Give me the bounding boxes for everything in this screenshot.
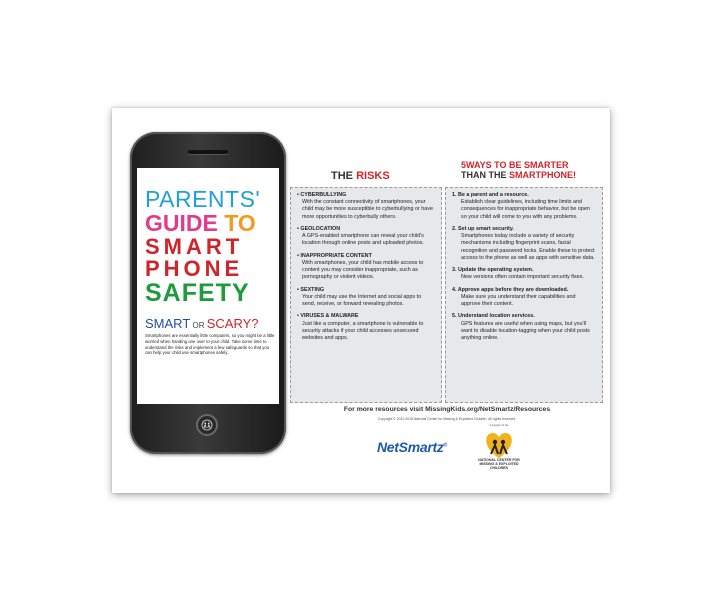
way-item: [452, 267, 596, 281]
risk-item: [297, 192, 435, 221]
netsmartz-trademark: ®: [443, 442, 447, 449]
title-phone: PHONE: [145, 256, 244, 281]
risk-body: A GPS-enabled smartphone can reveal your child's location through online posts and uploaded photos.: [302, 233, 424, 247]
way-body: New versions often contain important security fixes.: [461, 274, 584, 281]
ways-column: [445, 187, 603, 403]
title-word-guide: GUIDE: [145, 210, 218, 236]
subtitle-or: OR: [190, 321, 207, 330]
subtitle-scary: SCARY?: [206, 316, 259, 331]
way-item: [452, 192, 596, 221]
title-parents: [145, 188, 260, 211]
risk-body: Just like a computer, a smartphone is vulnerable to security attacks if your child accesses unsecured websites and apps.: [302, 320, 424, 341]
speaker-grille: [188, 150, 228, 154]
copyright-notice: Copyright © 2012-2018 National Center for Missing & Exploited Children. All rights reserved.: [377, 417, 517, 421]
risk-item: [297, 313, 435, 342]
title-word-parents: PARENTS': [145, 186, 261, 212]
risks-column: [290, 187, 442, 403]
title-word-to: TO: [217, 210, 256, 236]
netsmartz-logo: [377, 439, 447, 455]
way-body: Make sure you understand their capabilities and approve their content.: [461, 293, 576, 308]
risk-title: • CYBERBULLYING: [297, 192, 347, 198]
ncmec-emblem-icon: [474, 427, 524, 461]
way-item: [452, 287, 596, 309]
risk-item: [297, 287, 435, 309]
title-smart: SMART: [145, 234, 244, 259]
risk-body: Your child may use the Internet and social apps to send, receive, or forward revealing photos.: [302, 293, 422, 308]
way-item: [452, 313, 596, 342]
phone-screen: [137, 168, 279, 404]
ncmec-name-text: NATIONAL CENTER FOR MISSING & EXPLOITED CHILDREN: [478, 458, 520, 471]
intro-blurb: Smartphones are essentially little computers, so you might be a little worried when handing one over to your child. Take some time to understand the risks and implement a few safeguards so that you can help your child use smartphones safely.: [145, 333, 275, 356]
way-title: 4. Approve apps before they are downloaded.: [452, 286, 569, 293]
family-icon: [201, 419, 213, 431]
title-safety: SAFETY: [145, 279, 250, 307]
risk-title: • VIRUSES & MALWARE: [297, 313, 359, 320]
way-body: Establish clear guidelines, including time limits and consequences for inappropriate behavior, but be open so your child will come to you with any problems.: [461, 199, 590, 220]
risks-heading-the: THE: [331, 170, 357, 182]
risk-title: • SEXTING: [297, 286, 325, 293]
subtitle-smart-or-scary: [145, 316, 259, 331]
ways-heading-smartphone: SMARTPHONE!: [509, 169, 576, 180]
risk-body: With the constant connectivity of smartphones, your child may be more susceptible to cyberbullying or have more opportunities to cyberbully others.: [302, 199, 433, 220]
risk-body: With smartphones, your child has mobile access to content you may consider inappropriate, such as pornography or violent videos.: [302, 259, 424, 281]
netsmartz-logo-text: NetSmartz: [377, 439, 444, 455]
ways-heading: [461, 161, 576, 181]
home-button-icon: [196, 414, 218, 436]
way-title: 2. Set up smart security.: [452, 225, 514, 232]
risks-heading-risks: RISKS: [356, 170, 390, 182]
way-body: Smartphones today include a variety of security mechanisms including fingerprint scans, facial recognition and password locks. Enable these to protect access to the phone as well as apps with sensitive data.: [461, 233, 595, 261]
risk-item: [297, 253, 435, 282]
tip-sheet-card: [112, 108, 610, 493]
risk-title: • INAPPROPRIATE CONTENT: [297, 252, 372, 259]
risks-heading: [331, 170, 390, 182]
smartphone-illustration: [130, 132, 286, 454]
ncmec-program-text: A program of the: [489, 424, 509, 427]
risk-title: • GEOLOCATION: [297, 225, 341, 232]
risk-item: [297, 226, 435, 248]
ways-heading-than-the: THAN THE: [461, 169, 509, 180]
resources-link-text: For more resources visit MissingKids.org/NetSmartz/Resources: [343, 406, 551, 413]
way-title: 3. Update the operating system.: [452, 267, 534, 274]
way-body: GPS features are useful when using maps, but you'll want to disable location-tagging when your child posts anything online.: [461, 320, 590, 341]
way-item: [452, 226, 596, 262]
title-guide-to: [145, 212, 256, 235]
ncmec-logo: [474, 424, 524, 476]
way-title: 5. Understand location services.: [452, 313, 535, 320]
ways-heading-line1: 5WAYS TO BE SMARTER: [461, 160, 569, 170]
subtitle-smart: SMART: [145, 316, 191, 331]
way-title: 1. Be a parent and a resource.: [452, 192, 529, 198]
